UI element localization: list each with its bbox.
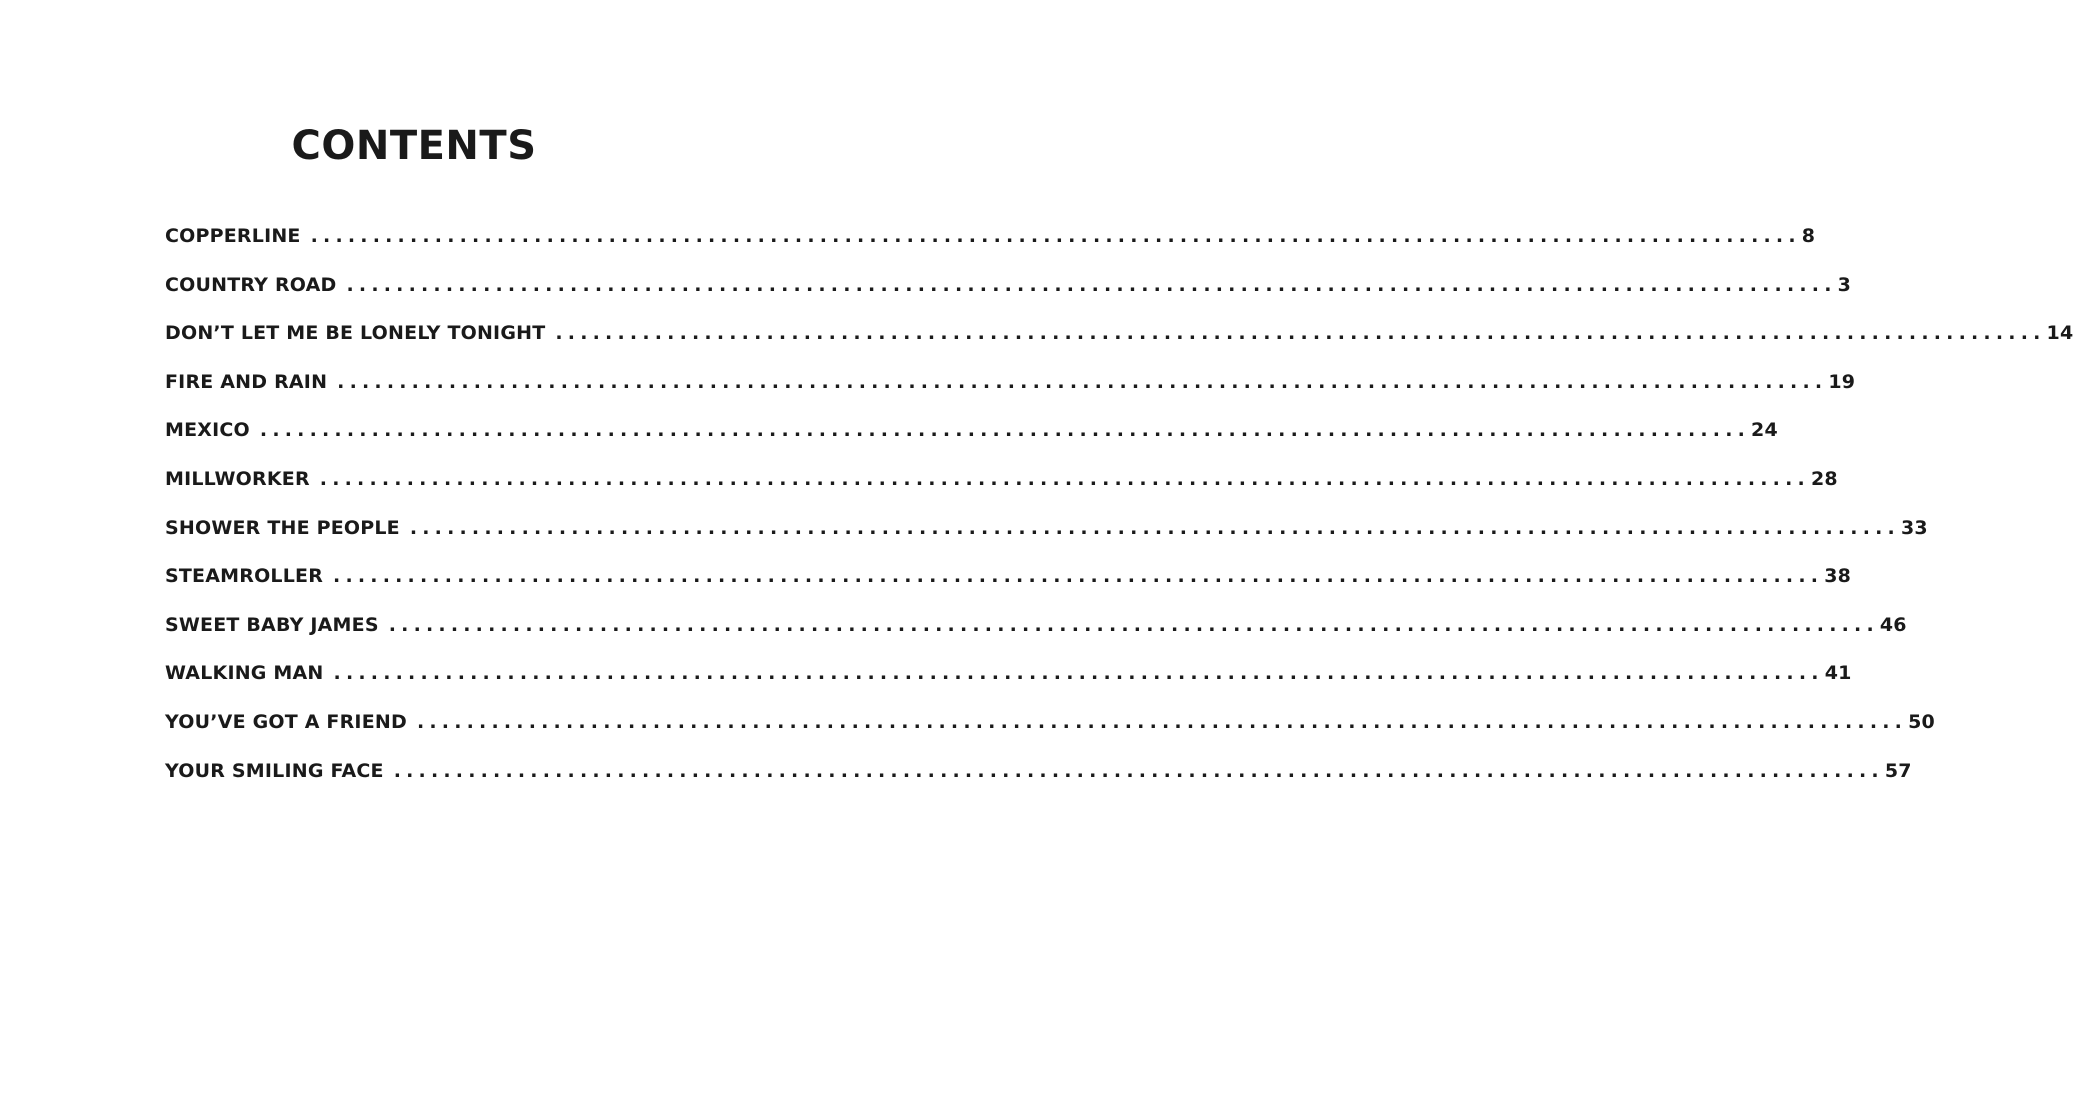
toc-dot-leader: ........................................................................................................................ xyxy=(393,759,1884,782)
toc-entry-title: DON’T LET ME BE LONELY TONIGHT xyxy=(165,322,546,345)
toc-entry-page: 57 xyxy=(1884,759,1912,782)
toc-entry[interactable] xyxy=(165,710,1935,760)
toc-dot-leader: ........................................................................................................................ xyxy=(333,662,1824,685)
toc-dot-leader: ........................................................................................................................ xyxy=(337,370,1828,393)
toc-entry-title: YOU’VE GOT A FRIEND xyxy=(165,710,407,733)
toc-entry-page: 24 xyxy=(1751,419,1778,442)
toc-entry-page: 50 xyxy=(1908,710,1935,733)
toc-dot-leader: ........................................................................................................................ xyxy=(259,419,1751,442)
toc-entry-title: SWEET BABY JAMES xyxy=(165,613,379,636)
toc-entry[interactable] xyxy=(165,467,1838,517)
toc-entry[interactable] xyxy=(165,613,1907,663)
toc-entry[interactable] xyxy=(165,516,1928,566)
toc-entry-page: 38 xyxy=(1824,565,1852,588)
toc-entry[interactable] xyxy=(165,662,1852,711)
toc-entry-title: MILLWORKER xyxy=(165,467,310,490)
toc-dot-leader: ........................................................................................................................ xyxy=(310,225,1801,247)
toc-entry-title: COUNTRY ROAD xyxy=(165,273,337,296)
toc-entry-page: 41 xyxy=(1824,662,1852,685)
toc-entry[interactable] xyxy=(165,273,1852,323)
toc-entry-title: WALKING MAN xyxy=(165,662,324,685)
toc-entry-title: SHOWER THE PEOPLE xyxy=(165,516,400,539)
toc-entry-title: FIRE AND RAIN xyxy=(165,370,328,393)
toc-entry[interactable] xyxy=(165,419,1778,468)
toc-entry-page: 28 xyxy=(1810,467,1838,490)
toc-dot-leader: ........................................................................................................................ xyxy=(555,322,2046,345)
toc-entry-page: 19 xyxy=(1828,370,1856,393)
toc-entry[interactable] xyxy=(165,225,1816,274)
toc-dot-leader: ........................................................................................................................ xyxy=(333,565,1824,588)
toc-entry[interactable] xyxy=(165,370,1856,420)
toc-entry[interactable] xyxy=(165,322,2073,371)
toc-entry-title: COPPERLINE xyxy=(165,225,301,247)
toc-entry-title: YOUR SMILING FACE xyxy=(165,759,384,782)
toc-entry-title: MEXICO xyxy=(165,419,250,442)
toc-entry-title: STEAMROLLER xyxy=(165,565,324,588)
toc-entry-page: 8 xyxy=(1801,225,1816,247)
toc-dot-leader: ........................................................................................................................ xyxy=(346,273,1837,296)
toc-dot-leader: ........................................................................................................................ xyxy=(416,710,1908,733)
toc-entry-page: 14 xyxy=(2046,322,2073,345)
page-title: CONTENTS xyxy=(291,123,537,169)
toc-entry-page: 3 xyxy=(1837,273,1852,296)
toc-dot-leader: ........................................................................................................................ xyxy=(319,467,1810,490)
toc-dot-leader: ........................................................................................................................ xyxy=(409,516,1900,539)
toc-entry-page: 46 xyxy=(1879,613,1907,636)
toc-entry[interactable] xyxy=(165,759,1912,809)
toc-entry-page: 33 xyxy=(1900,516,1928,539)
table-of-contents xyxy=(165,225,2073,808)
toc-dot-leader: ........................................................................................................................ xyxy=(388,613,1879,636)
toc-entry[interactable] xyxy=(165,565,1852,614)
